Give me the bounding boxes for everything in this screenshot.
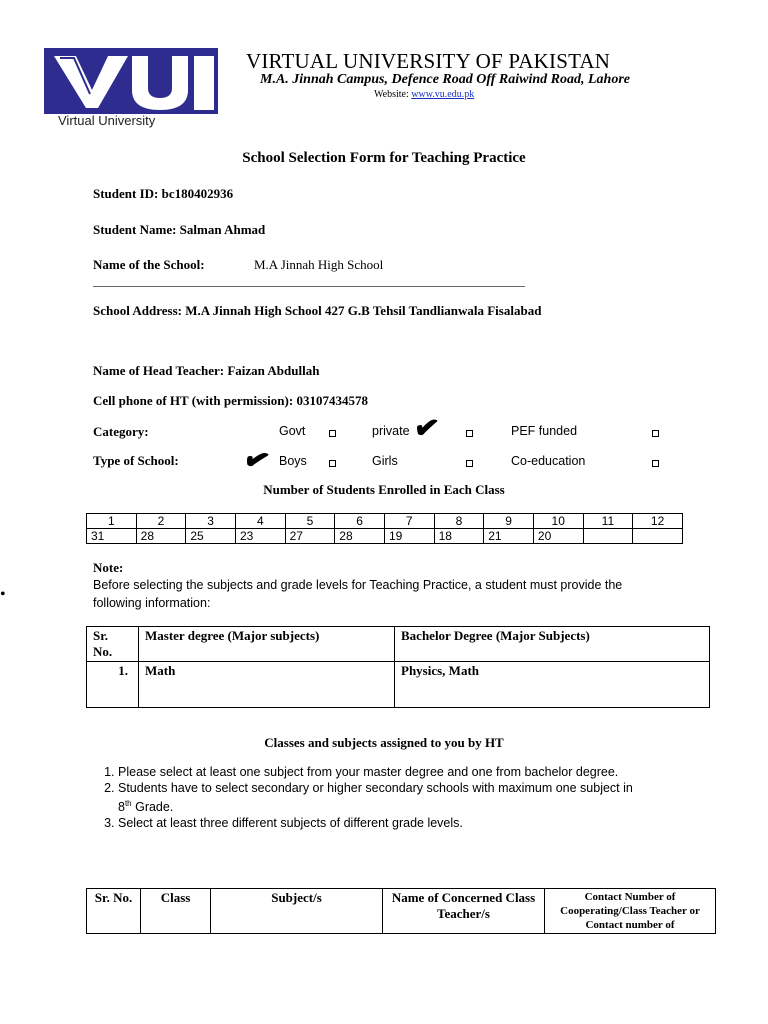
- degree-row-sr: 1.: [87, 662, 139, 708]
- student-id-value: bc180402936: [161, 186, 234, 201]
- count-cell: 27: [285, 529, 335, 544]
- school-address-line: [93, 303, 541, 319]
- class-cell: 1: [87, 514, 137, 529]
- count-cell: 21: [484, 529, 534, 544]
- class-cell: 8: [434, 514, 484, 529]
- count-cell: 19: [384, 529, 434, 544]
- boys-checkmark: ✔: [239, 440, 274, 481]
- degree-header-row: [87, 627, 710, 662]
- instruction-2-suffix: Grade.: [131, 800, 174, 815]
- campus-address: M.A. Jinnah Campus, Defence Road Off Raiwind Road, Lahore: [260, 72, 631, 87]
- assign-col-teacher: Name of Concerned Class Teacher/s: [383, 889, 545, 934]
- class-cell: 9: [484, 514, 534, 529]
- class-cell: 3: [186, 514, 236, 529]
- margin-bullet: •: [0, 586, 6, 603]
- category-pef-checkbox[interactable]: [652, 430, 659, 437]
- student-name-value: Salman Ahmad: [179, 222, 266, 237]
- bachelor-header: Bachelor Degree (Major Subjects): [395, 627, 710, 662]
- instructions-list: [72, 764, 722, 831]
- sr-header: [87, 627, 139, 662]
- cell-label: Cell phone of HT (with permission):: [93, 393, 294, 408]
- category-option-private: private: [372, 424, 410, 438]
- class-cell: 11: [583, 514, 633, 529]
- university-name: VIRTUAL UNIVERSITY OF PAKISTAN: [246, 49, 611, 73]
- instruction-2-grade: 8: [118, 800, 125, 815]
- school-address-value: M.A Jinnah High School 427 G.B Tehsil Tandlianwala Fisalabad: [185, 303, 542, 318]
- school-type-option-girls: Girls: [372, 454, 398, 468]
- enrollment-title: Number of Students Enrolled in Each Class: [263, 482, 505, 497]
- assignment-title: Classes and subjects assigned to you by HT: [264, 735, 504, 750]
- class-cell: 7: [384, 514, 434, 529]
- class-cell: 4: [235, 514, 285, 529]
- head-teacher-value: Faizan Abdullah: [227, 363, 320, 378]
- enrollment-count-row: [87, 529, 683, 544]
- category-option-govt: Govt: [279, 424, 306, 438]
- degree-row-bachelor: Physics, Math: [395, 662, 710, 708]
- cell-line: [93, 393, 368, 409]
- class-cell: 6: [335, 514, 385, 529]
- count-cell: 23: [235, 529, 285, 544]
- website-line: [374, 89, 474, 100]
- category-govt-checkbox[interactable]: [329, 430, 336, 437]
- student-name-line: [93, 222, 265, 238]
- instruction-item: 3. Select at least three different subjects of different grade levels.: [118, 815, 722, 831]
- assignment-table: [86, 888, 716, 934]
- category-private-checkbox[interactable]: [466, 430, 473, 437]
- assign-col-contact: Contact Number of Cooperating/Class Teacher or Contact number of: [545, 889, 716, 934]
- head-teacher-label: Name of Head Teacher:: [93, 363, 225, 378]
- note-label: Note:: [93, 560, 124, 575]
- sr-header-line1: Sr.: [93, 628, 109, 643]
- assign-col-sr: Sr. No.: [87, 889, 141, 934]
- school-type-option-boys: Boys: [279, 454, 307, 468]
- assign-col-subjects: Subject/s: [211, 889, 383, 934]
- enrollment-table: [86, 513, 683, 544]
- logo-text: VU: [44, 35, 68, 52]
- school-name-value: M.A Jinnah High School: [254, 257, 384, 272]
- website-link[interactable]: www.vu.edu.pk: [411, 89, 475, 100]
- school-type-boys-checkbox[interactable]: [329, 460, 336, 467]
- count-cell: 28: [335, 529, 385, 544]
- degree-row-master: Math: [139, 662, 395, 708]
- instruction-2-sup: th: [124, 799, 132, 808]
- student-id-label: Student ID:: [93, 186, 159, 201]
- vu-logo-graphic: [44, 35, 218, 114]
- count-cell: 20: [533, 529, 583, 544]
- class-cell: 10: [533, 514, 583, 529]
- underline: ________________________________________________________________________: [93, 274, 525, 288]
- note-text-line1: Before selecting the subjects and grade levels for Teaching Practice, a student must provide the: [93, 578, 623, 592]
- class-cell: 5: [285, 514, 335, 529]
- note-text-line2: following information:: [93, 596, 211, 610]
- enrollment-class-row: [87, 514, 683, 529]
- website-label: Website:: [374, 89, 409, 100]
- sr-header-line2: No.: [93, 644, 113, 659]
- assign-col-class: Class: [141, 889, 211, 934]
- assignment-header-row: [87, 889, 716, 934]
- school-address-label: School Address:: [93, 303, 182, 318]
- instruction-item: 1. Please select at least one subject from your master degree and one from bachelor degree.: [118, 764, 722, 780]
- logo-caption: Virtual University: [58, 113, 156, 128]
- student-name-label: Student Name:: [93, 222, 177, 237]
- class-cell: 2: [136, 514, 186, 529]
- count-cell: [633, 529, 683, 544]
- form-title: School Selection Form for Teaching Practice: [242, 150, 526, 166]
- master-header: Master degree (Major subjects): [139, 627, 395, 662]
- class-cell: 12: [633, 514, 683, 529]
- cell-value: 03107434578: [296, 393, 368, 408]
- head-teacher-line: [93, 363, 319, 379]
- count-cell: 18: [434, 529, 484, 544]
- student-id-line: [93, 186, 233, 202]
- school-type-option-coed: Co-education: [511, 454, 586, 468]
- degree-table: [86, 626, 710, 708]
- instruction-item: [118, 780, 722, 815]
- school-type-girls-checkbox[interactable]: [466, 460, 473, 467]
- count-cell: 25: [186, 529, 236, 544]
- school-type-label: Type of School:: [93, 453, 179, 468]
- category-label: Category:: [93, 424, 149, 439]
- school-type-coed-checkbox[interactable]: [652, 460, 659, 467]
- private-checkmark: ✔: [411, 410, 442, 447]
- school-name-label: Name of the School:: [93, 257, 205, 272]
- degree-row: [87, 662, 710, 708]
- instruction-2-text: Students have to select secondary or higher secondary schools with maximum one subject in: [118, 781, 633, 795]
- count-cell: 31: [87, 529, 137, 544]
- vu-logo: [44, 35, 218, 114]
- count-cell: 28: [136, 529, 186, 544]
- category-option-pef: PEF funded: [511, 424, 578, 438]
- count-cell: [583, 529, 633, 544]
